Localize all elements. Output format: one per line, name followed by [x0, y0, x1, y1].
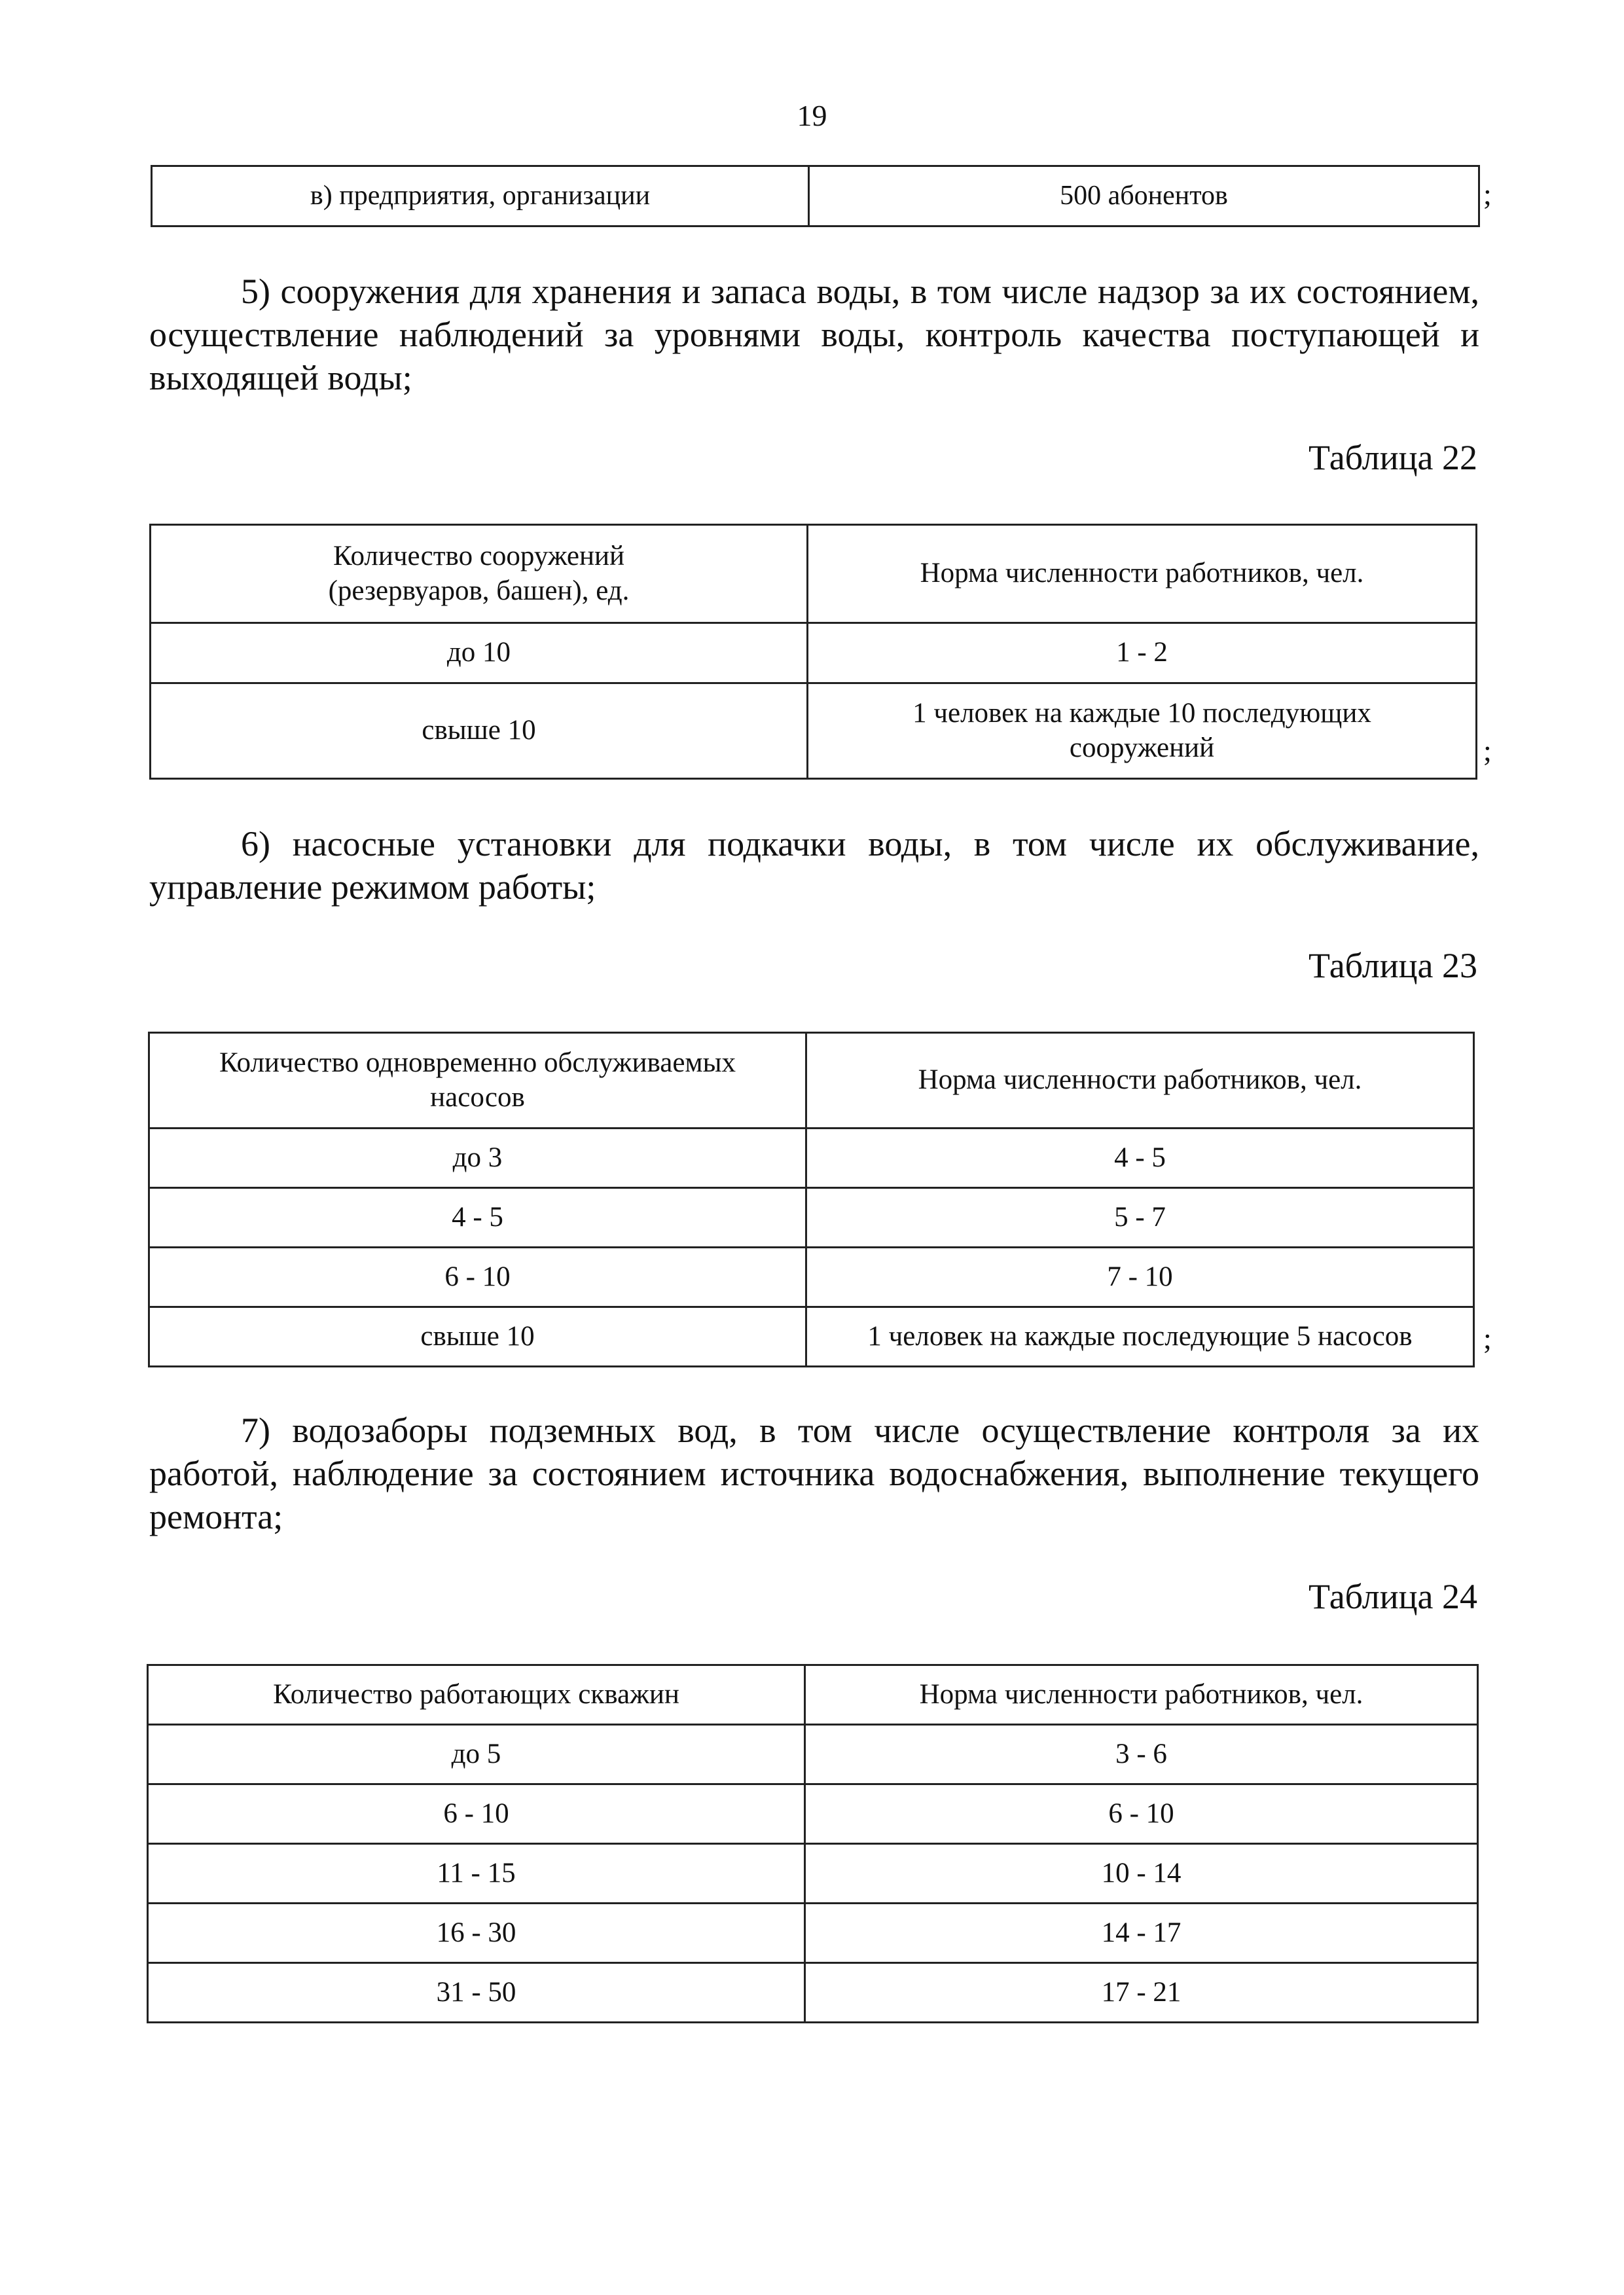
table-cell: 5 - 7 [806, 1188, 1474, 1248]
table-cell: 6 - 10 [805, 1784, 1478, 1844]
table-row [149, 1188, 1474, 1248]
table-header-row [151, 525, 1477, 623]
table-cell: 16 - 30 [148, 1904, 805, 1963]
table-23-caption: Таблица 23 [1308, 946, 1477, 985]
table-cell: свыше 10 [151, 683, 808, 779]
table-cell: 3 - 6 [805, 1725, 1478, 1784]
paragraph-5: 5) сооружения для хранения и запаса воды, в том числе надзор за их состоянием, осуществление наблюдений за уровнями воды, контроль качества поступающей и выходящей воды; [149, 272, 1479, 397]
table-header-row [149, 1033, 1474, 1129]
table-row [149, 1248, 1474, 1307]
row-terminator: ; [1483, 177, 1492, 211]
table-cell: 10 - 14 [805, 1844, 1478, 1904]
paragraph-7: 7) водозаборы подземных вод, в том числе осуществление контроля за их работой, наблюдение за состоянием источника водоснабжения, выполнение текущего ремонта; [149, 1411, 1479, 1536]
table-cell: 7 - 10 [806, 1248, 1474, 1307]
table-cell: 31 - 50 [148, 1963, 805, 2023]
column-header: Норма численности работников, чел. [806, 1033, 1474, 1129]
table-header-row [148, 1665, 1478, 1725]
table-cell: в) предприятия, организации [152, 166, 809, 226]
table-row [149, 1307, 1474, 1367]
table-cell: 14 - 17 [805, 1904, 1478, 1963]
table-row [148, 1784, 1478, 1844]
table-cell: до 5 [148, 1725, 805, 1784]
table-row [151, 623, 1477, 683]
table-row [151, 683, 1477, 779]
table-cell: 4 - 5 [806, 1129, 1474, 1188]
table-22-terminator: ; [1483, 734, 1492, 767]
table-24-caption: Таблица 24 [1308, 1577, 1477, 1616]
column-header: Норма численности работников, чел. [805, 1665, 1478, 1725]
table-cell: 1 человек на каждые последующие 5 насосов [806, 1307, 1474, 1367]
paragraph-6: 6) насосные установки для подкачки воды, в том числе их обслуживание, управление режимом работы; [149, 824, 1479, 907]
table-cell: 6 - 10 [148, 1784, 805, 1844]
table-cell: 17 - 21 [805, 1963, 1478, 2023]
table-row [148, 1844, 1478, 1904]
table-24 [147, 1664, 1479, 2023]
table-row [148, 1963, 1478, 2023]
table-22-caption: Таблица 22 [1308, 438, 1477, 477]
table-22 [149, 524, 1477, 780]
table-cell: 11 - 15 [148, 1844, 805, 1904]
table-row [148, 1725, 1478, 1784]
table-cell: 500 абонентов [809, 166, 1479, 226]
continued-table [151, 165, 1480, 227]
table-row [152, 166, 1479, 226]
table-cell: свыше 10 [149, 1307, 806, 1367]
table-23-terminator: ; [1483, 1322, 1492, 1355]
table-cell: до 10 [151, 623, 808, 683]
page-number: 19 [797, 99, 827, 132]
table-23 [148, 1032, 1475, 1367]
table-cell: 1 - 2 [808, 623, 1477, 683]
table-cell: 1 человек на каждые 10 последующих сооружений [808, 683, 1477, 779]
column-header: Норма численности работников, чел. [808, 525, 1477, 623]
table-row [148, 1904, 1478, 1963]
table-cell: 4 - 5 [149, 1188, 806, 1248]
table-cell: 6 - 10 [149, 1248, 806, 1307]
column-header: Количество одновременно обслуживаемых насосов [149, 1033, 806, 1129]
table-cell: до 3 [149, 1129, 806, 1188]
column-header: Количество работающих скважин [148, 1665, 805, 1725]
column-header: Количество сооружений (резервуаров, башен), ед. [151, 525, 808, 623]
table-row [149, 1129, 1474, 1188]
